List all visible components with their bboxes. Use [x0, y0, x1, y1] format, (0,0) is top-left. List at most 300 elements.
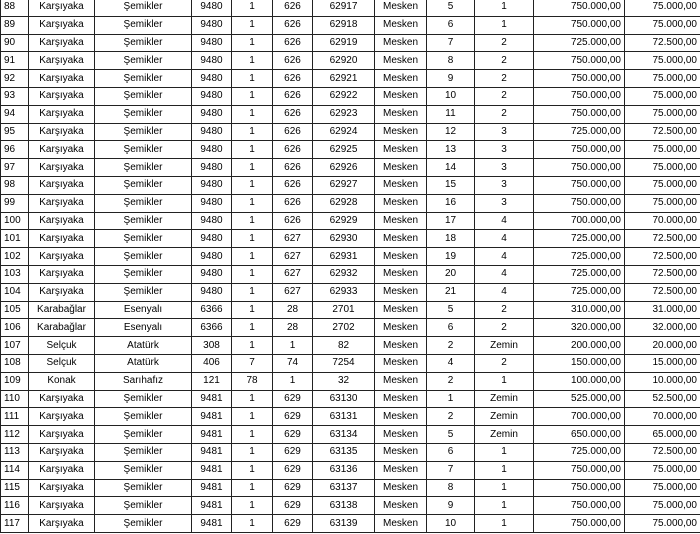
- floor-cell[interactable]: 8: [427, 479, 475, 497]
- parcel-cell[interactable]: 1: [232, 443, 273, 461]
- deposit-cell[interactable]: 31.000,00: [625, 301, 700, 319]
- apartment-cell[interactable]: 2: [475, 354, 534, 372]
- row-number-cell[interactable]: 108: [1, 354, 29, 372]
- district-cell[interactable]: Konak: [29, 372, 95, 390]
- neighborhood-cell[interactable]: Şemikler: [95, 16, 192, 34]
- unit-id-cell[interactable]: 62923: [313, 105, 375, 123]
- unit-id-cell[interactable]: 63130: [313, 390, 375, 408]
- sheet-cell[interactable]: 626: [273, 194, 313, 212]
- block-cell[interactable]: 308: [192, 337, 232, 355]
- price-cell[interactable]: 750.000,00: [534, 87, 625, 105]
- floor-cell[interactable]: 9: [427, 497, 475, 515]
- price-cell[interactable]: 750.000,00: [534, 497, 625, 515]
- row-number-cell[interactable]: 89: [1, 16, 29, 34]
- price-cell[interactable]: 750.000,00: [534, 176, 625, 194]
- deposit-cell[interactable]: 75.000,00: [625, 479, 700, 497]
- district-cell[interactable]: Karşıyaka: [29, 390, 95, 408]
- price-cell[interactable]: 750.000,00: [534, 70, 625, 88]
- neighborhood-cell[interactable]: Esenyalı: [95, 301, 192, 319]
- row-number-cell[interactable]: 95: [1, 123, 29, 141]
- type-cell[interactable]: Mesken: [375, 319, 427, 337]
- unit-id-cell[interactable]: 32: [313, 372, 375, 390]
- deposit-cell[interactable]: 52.500,00: [625, 390, 700, 408]
- unit-id-cell[interactable]: 7254: [313, 354, 375, 372]
- unit-id-cell[interactable]: 62918: [313, 16, 375, 34]
- type-cell[interactable]: Mesken: [375, 265, 427, 283]
- unit-id-cell[interactable]: 62919: [313, 34, 375, 52]
- neighborhood-cell[interactable]: Sarıhafız: [95, 372, 192, 390]
- row-number-cell[interactable]: 114: [1, 461, 29, 479]
- unit-id-cell[interactable]: 62929: [313, 212, 375, 230]
- sheet-cell[interactable]: 629: [273, 426, 313, 444]
- block-cell[interactable]: 9480: [192, 159, 232, 177]
- deposit-cell[interactable]: 70.000,00: [625, 408, 700, 426]
- deposit-cell[interactable]: 10.000,00: [625, 372, 700, 390]
- unit-id-cell[interactable]: 62917: [313, 0, 375, 16]
- unit-id-cell[interactable]: 2701: [313, 301, 375, 319]
- floor-cell[interactable]: 8: [427, 52, 475, 70]
- apartment-cell[interactable]: 3: [475, 159, 534, 177]
- unit-id-cell[interactable]: 63138: [313, 497, 375, 515]
- sheet-cell[interactable]: 1: [273, 337, 313, 355]
- type-cell[interactable]: Mesken: [375, 479, 427, 497]
- parcel-cell[interactable]: 1: [232, 337, 273, 355]
- row-number-cell[interactable]: 104: [1, 283, 29, 301]
- type-cell[interactable]: Mesken: [375, 283, 427, 301]
- parcel-cell[interactable]: 1: [232, 212, 273, 230]
- parcel-cell[interactable]: 1: [232, 265, 273, 283]
- floor-cell[interactable]: 6: [427, 443, 475, 461]
- apartment-cell[interactable]: 4: [475, 283, 534, 301]
- type-cell[interactable]: Mesken: [375, 159, 427, 177]
- row-number-cell[interactable]: 101: [1, 230, 29, 248]
- deposit-cell[interactable]: 72.500,00: [625, 248, 700, 266]
- neighborhood-cell[interactable]: Esenyalı: [95, 319, 192, 337]
- price-cell[interactable]: 700.000,00: [534, 408, 625, 426]
- floor-cell[interactable]: 5: [427, 426, 475, 444]
- unit-id-cell[interactable]: 62931: [313, 248, 375, 266]
- deposit-cell[interactable]: 75.000,00: [625, 159, 700, 177]
- row-number-cell[interactable]: 91: [1, 52, 29, 70]
- parcel-cell[interactable]: 1: [232, 52, 273, 70]
- parcel-cell[interactable]: 1: [232, 141, 273, 159]
- parcel-cell[interactable]: 1: [232, 283, 273, 301]
- type-cell[interactable]: Mesken: [375, 461, 427, 479]
- parcel-cell[interactable]: 1: [232, 230, 273, 248]
- price-cell[interactable]: 750.000,00: [534, 105, 625, 123]
- price-cell[interactable]: 750.000,00: [534, 515, 625, 533]
- type-cell[interactable]: Mesken: [375, 408, 427, 426]
- row-number-cell[interactable]: 93: [1, 87, 29, 105]
- floor-cell[interactable]: 6: [427, 319, 475, 337]
- neighborhood-cell[interactable]: Atatürk: [95, 337, 192, 355]
- apartment-cell[interactable]: 2: [475, 319, 534, 337]
- block-cell[interactable]: 6366: [192, 301, 232, 319]
- district-cell[interactable]: Karşıyaka: [29, 443, 95, 461]
- district-cell[interactable]: Karşıyaka: [29, 461, 95, 479]
- unit-id-cell[interactable]: 63131: [313, 408, 375, 426]
- floor-cell[interactable]: 7: [427, 34, 475, 52]
- row-number-cell[interactable]: 111: [1, 408, 29, 426]
- sheet-cell[interactable]: 629: [273, 461, 313, 479]
- block-cell[interactable]: 9480: [192, 0, 232, 16]
- type-cell[interactable]: Mesken: [375, 337, 427, 355]
- sheet-cell[interactable]: 626: [273, 87, 313, 105]
- floor-cell[interactable]: 10: [427, 515, 475, 533]
- apartment-cell[interactable]: Zemin: [475, 408, 534, 426]
- district-cell[interactable]: Karşıyaka: [29, 105, 95, 123]
- parcel-cell[interactable]: 78: [232, 372, 273, 390]
- parcel-cell[interactable]: 1: [232, 105, 273, 123]
- neighborhood-cell[interactable]: Şemikler: [95, 390, 192, 408]
- row-number-cell[interactable]: 88: [1, 0, 29, 16]
- price-cell[interactable]: 320.000,00: [534, 319, 625, 337]
- neighborhood-cell[interactable]: Şemikler: [95, 515, 192, 533]
- neighborhood-cell[interactable]: Şemikler: [95, 194, 192, 212]
- price-cell[interactable]: 750.000,00: [534, 16, 625, 34]
- apartment-cell[interactable]: 2: [475, 70, 534, 88]
- district-cell[interactable]: Karşıyaka: [29, 123, 95, 141]
- block-cell[interactable]: 9481: [192, 461, 232, 479]
- parcel-cell[interactable]: 1: [232, 194, 273, 212]
- neighborhood-cell[interactable]: Şemikler: [95, 443, 192, 461]
- district-cell[interactable]: Karşıyaka: [29, 87, 95, 105]
- block-cell[interactable]: 9480: [192, 70, 232, 88]
- deposit-cell[interactable]: 75.000,00: [625, 70, 700, 88]
- unit-id-cell[interactable]: 62928: [313, 194, 375, 212]
- block-cell[interactable]: 9480: [192, 52, 232, 70]
- district-cell[interactable]: Karşıyaka: [29, 70, 95, 88]
- type-cell[interactable]: Mesken: [375, 301, 427, 319]
- block-cell[interactable]: 9480: [192, 230, 232, 248]
- type-cell[interactable]: Mesken: [375, 390, 427, 408]
- district-cell[interactable]: Karşıyaka: [29, 194, 95, 212]
- type-cell[interactable]: Mesken: [375, 372, 427, 390]
- price-cell[interactable]: 200.000,00: [534, 337, 625, 355]
- block-cell[interactable]: 9481: [192, 408, 232, 426]
- price-cell[interactable]: 725.000,00: [534, 34, 625, 52]
- district-cell[interactable]: Karşıyaka: [29, 426, 95, 444]
- neighborhood-cell[interactable]: Şemikler: [95, 123, 192, 141]
- price-cell[interactable]: 725.000,00: [534, 123, 625, 141]
- floor-cell[interactable]: 5: [427, 301, 475, 319]
- row-number-cell[interactable]: 98: [1, 176, 29, 194]
- district-cell[interactable]: Karşıyaka: [29, 230, 95, 248]
- sheet-cell[interactable]: 626: [273, 70, 313, 88]
- price-cell[interactable]: 750.000,00: [534, 52, 625, 70]
- block-cell[interactable]: 9481: [192, 479, 232, 497]
- parcel-cell[interactable]: 1: [232, 87, 273, 105]
- parcel-cell[interactable]: 1: [232, 426, 273, 444]
- price-cell[interactable]: 750.000,00: [534, 0, 625, 16]
- unit-id-cell[interactable]: 62927: [313, 176, 375, 194]
- block-cell[interactable]: 9480: [192, 248, 232, 266]
- type-cell[interactable]: Mesken: [375, 515, 427, 533]
- row-number-cell[interactable]: 94: [1, 105, 29, 123]
- sheet-cell[interactable]: 626: [273, 16, 313, 34]
- unit-id-cell[interactable]: 62924: [313, 123, 375, 141]
- deposit-cell[interactable]: 20.000,00: [625, 337, 700, 355]
- row-number-cell[interactable]: 92: [1, 70, 29, 88]
- price-cell[interactable]: 750.000,00: [534, 159, 625, 177]
- apartment-cell[interactable]: 1: [475, 16, 534, 34]
- type-cell[interactable]: Mesken: [375, 16, 427, 34]
- block-cell[interactable]: 9480: [192, 283, 232, 301]
- sheet-cell[interactable]: 627: [273, 248, 313, 266]
- price-cell[interactable]: 750.000,00: [534, 461, 625, 479]
- deposit-cell[interactable]: 15.000,00: [625, 354, 700, 372]
- deposit-cell[interactable]: 75.000,00: [625, 461, 700, 479]
- deposit-cell[interactable]: 75.000,00: [625, 105, 700, 123]
- floor-cell[interactable]: 17: [427, 212, 475, 230]
- block-cell[interactable]: 9480: [192, 141, 232, 159]
- neighborhood-cell[interactable]: Şemikler: [95, 34, 192, 52]
- unit-id-cell[interactable]: 63137: [313, 479, 375, 497]
- price-cell[interactable]: 150.000,00: [534, 354, 625, 372]
- floor-cell[interactable]: 2: [427, 372, 475, 390]
- parcel-cell[interactable]: 1: [232, 34, 273, 52]
- apartment-cell[interactable]: 3: [475, 176, 534, 194]
- block-cell[interactable]: 406: [192, 354, 232, 372]
- row-number-cell[interactable]: 116: [1, 497, 29, 515]
- block-cell[interactable]: 9481: [192, 497, 232, 515]
- deposit-cell[interactable]: 75.000,00: [625, 87, 700, 105]
- row-number-cell[interactable]: 110: [1, 390, 29, 408]
- apartment-cell[interactable]: Zemin: [475, 390, 534, 408]
- unit-id-cell[interactable]: 63139: [313, 515, 375, 533]
- price-cell[interactable]: 650.000,00: [534, 426, 625, 444]
- deposit-cell[interactable]: 75.000,00: [625, 497, 700, 515]
- unit-id-cell[interactable]: 62932: [313, 265, 375, 283]
- neighborhood-cell[interactable]: Şemikler: [95, 212, 192, 230]
- sheet-cell[interactable]: 626: [273, 159, 313, 177]
- type-cell[interactable]: Mesken: [375, 230, 427, 248]
- floor-cell[interactable]: 20: [427, 265, 475, 283]
- floor-cell[interactable]: 4: [427, 354, 475, 372]
- block-cell[interactable]: 9480: [192, 34, 232, 52]
- neighborhood-cell[interactable]: Şemikler: [95, 87, 192, 105]
- parcel-cell[interactable]: 1: [232, 461, 273, 479]
- unit-id-cell[interactable]: 63135: [313, 443, 375, 461]
- block-cell[interactable]: 9480: [192, 265, 232, 283]
- apartment-cell[interactable]: 1: [475, 497, 534, 515]
- unit-id-cell[interactable]: 62921: [313, 70, 375, 88]
- type-cell[interactable]: Mesken: [375, 87, 427, 105]
- floor-cell[interactable]: 21: [427, 283, 475, 301]
- sheet-cell[interactable]: 28: [273, 301, 313, 319]
- type-cell[interactable]: Mesken: [375, 354, 427, 372]
- row-number-cell[interactable]: 97: [1, 159, 29, 177]
- neighborhood-cell[interactable]: Şemikler: [95, 230, 192, 248]
- sheet-cell[interactable]: 629: [273, 479, 313, 497]
- unit-id-cell[interactable]: 62930: [313, 230, 375, 248]
- apartment-cell[interactable]: 4: [475, 230, 534, 248]
- row-number-cell[interactable]: 113: [1, 443, 29, 461]
- district-cell[interactable]: Karşıyaka: [29, 283, 95, 301]
- floor-cell[interactable]: 5: [427, 0, 475, 16]
- district-cell[interactable]: Karşıyaka: [29, 515, 95, 533]
- district-cell[interactable]: Karşıyaka: [29, 159, 95, 177]
- deposit-cell[interactable]: 72.500,00: [625, 283, 700, 301]
- neighborhood-cell[interactable]: Şemikler: [95, 141, 192, 159]
- row-number-cell[interactable]: 102: [1, 248, 29, 266]
- district-cell[interactable]: Karşıyaka: [29, 16, 95, 34]
- block-cell[interactable]: 9481: [192, 426, 232, 444]
- parcel-cell[interactable]: 1: [232, 515, 273, 533]
- row-number-cell[interactable]: 99: [1, 194, 29, 212]
- block-cell[interactable]: 9480: [192, 212, 232, 230]
- district-cell[interactable]: Karşıyaka: [29, 0, 95, 16]
- sheet-cell[interactable]: 626: [273, 34, 313, 52]
- sheet-cell[interactable]: 74: [273, 354, 313, 372]
- apartment-cell[interactable]: 4: [475, 248, 534, 266]
- sheet-cell[interactable]: 629: [273, 390, 313, 408]
- row-number-cell[interactable]: 90: [1, 34, 29, 52]
- apartment-cell[interactable]: 3: [475, 123, 534, 141]
- sheet-cell[interactable]: 629: [273, 443, 313, 461]
- district-cell[interactable]: Karşıyaka: [29, 176, 95, 194]
- unit-id-cell[interactable]: 82: [313, 337, 375, 355]
- district-cell[interactable]: Karşıyaka: [29, 248, 95, 266]
- sheet-cell[interactable]: 629: [273, 515, 313, 533]
- type-cell[interactable]: Mesken: [375, 70, 427, 88]
- block-cell[interactable]: 9480: [192, 176, 232, 194]
- type-cell[interactable]: Mesken: [375, 194, 427, 212]
- apartment-cell[interactable]: 3: [475, 141, 534, 159]
- deposit-cell[interactable]: 72.500,00: [625, 34, 700, 52]
- parcel-cell[interactable]: 1: [232, 248, 273, 266]
- parcel-cell[interactable]: 1: [232, 159, 273, 177]
- price-cell[interactable]: 725.000,00: [534, 248, 625, 266]
- price-cell[interactable]: 700.000,00: [534, 212, 625, 230]
- sheet-cell[interactable]: 626: [273, 176, 313, 194]
- unit-id-cell[interactable]: 62933: [313, 283, 375, 301]
- price-cell[interactable]: 310.000,00: [534, 301, 625, 319]
- sheet-cell[interactable]: 629: [273, 497, 313, 515]
- block-cell[interactable]: 9480: [192, 123, 232, 141]
- neighborhood-cell[interactable]: Şemikler: [95, 0, 192, 16]
- parcel-cell[interactable]: 7: [232, 354, 273, 372]
- type-cell[interactable]: Mesken: [375, 105, 427, 123]
- deposit-cell[interactable]: 75.000,00: [625, 176, 700, 194]
- block-cell[interactable]: 9480: [192, 105, 232, 123]
- row-number-cell[interactable]: 105: [1, 301, 29, 319]
- deposit-cell[interactable]: 72.500,00: [625, 265, 700, 283]
- type-cell[interactable]: Mesken: [375, 212, 427, 230]
- floor-cell[interactable]: 16: [427, 194, 475, 212]
- floor-cell[interactable]: 15: [427, 176, 475, 194]
- block-cell[interactable]: 9481: [192, 443, 232, 461]
- sheet-cell[interactable]: 626: [273, 0, 313, 16]
- sheet-cell[interactable]: 629: [273, 408, 313, 426]
- neighborhood-cell[interactable]: Şemikler: [95, 265, 192, 283]
- apartment-cell[interactable]: Zemin: [475, 337, 534, 355]
- district-cell[interactable]: Selçuk: [29, 337, 95, 355]
- neighborhood-cell[interactable]: Şemikler: [95, 497, 192, 515]
- price-cell[interactable]: 525.000,00: [534, 390, 625, 408]
- district-cell[interactable]: Karabağlar: [29, 319, 95, 337]
- row-number-cell[interactable]: 109: [1, 372, 29, 390]
- apartment-cell[interactable]: 4: [475, 212, 534, 230]
- district-cell[interactable]: Karşıyaka: [29, 497, 95, 515]
- floor-cell[interactable]: 7: [427, 461, 475, 479]
- floor-cell[interactable]: 1: [427, 390, 475, 408]
- neighborhood-cell[interactable]: Şemikler: [95, 479, 192, 497]
- neighborhood-cell[interactable]: Şemikler: [95, 105, 192, 123]
- floor-cell[interactable]: 19: [427, 248, 475, 266]
- neighborhood-cell[interactable]: Şemikler: [95, 461, 192, 479]
- floor-cell[interactable]: 12: [427, 123, 475, 141]
- district-cell[interactable]: Karşıyaka: [29, 265, 95, 283]
- district-cell[interactable]: Karşıyaka: [29, 141, 95, 159]
- deposit-cell[interactable]: 70.000,00: [625, 212, 700, 230]
- type-cell[interactable]: Mesken: [375, 0, 427, 16]
- neighborhood-cell[interactable]: Şemikler: [95, 426, 192, 444]
- apartment-cell[interactable]: 1: [475, 461, 534, 479]
- district-cell[interactable]: Karabağlar: [29, 301, 95, 319]
- district-cell[interactable]: Karşıyaka: [29, 34, 95, 52]
- parcel-cell[interactable]: 1: [232, 479, 273, 497]
- row-number-cell[interactable]: 117: [1, 515, 29, 533]
- parcel-cell[interactable]: 1: [232, 70, 273, 88]
- apartment-cell[interactable]: 1: [475, 0, 534, 16]
- deposit-cell[interactable]: 72.500,00: [625, 443, 700, 461]
- deposit-cell[interactable]: 72.500,00: [625, 230, 700, 248]
- block-cell[interactable]: 6366: [192, 319, 232, 337]
- type-cell[interactable]: Mesken: [375, 176, 427, 194]
- price-cell[interactable]: 100.000,00: [534, 372, 625, 390]
- floor-cell[interactable]: 2: [427, 408, 475, 426]
- district-cell[interactable]: Karşıyaka: [29, 212, 95, 230]
- apartment-cell[interactable]: 2: [475, 105, 534, 123]
- block-cell[interactable]: 9480: [192, 194, 232, 212]
- deposit-cell[interactable]: 32.000,00: [625, 319, 700, 337]
- deposit-cell[interactable]: 75.000,00: [625, 141, 700, 159]
- neighborhood-cell[interactable]: Şemikler: [95, 159, 192, 177]
- parcel-cell[interactable]: 1: [232, 0, 273, 16]
- row-number-cell[interactable]: 107: [1, 337, 29, 355]
- sheet-cell[interactable]: 627: [273, 283, 313, 301]
- type-cell[interactable]: Mesken: [375, 123, 427, 141]
- unit-id-cell[interactable]: 63136: [313, 461, 375, 479]
- neighborhood-cell[interactable]: Şemikler: [95, 176, 192, 194]
- floor-cell[interactable]: 11: [427, 105, 475, 123]
- apartment-cell[interactable]: 2: [475, 87, 534, 105]
- parcel-cell[interactable]: 1: [232, 390, 273, 408]
- floor-cell[interactable]: 10: [427, 87, 475, 105]
- deposit-cell[interactable]: 75.000,00: [625, 0, 700, 16]
- parcel-cell[interactable]: 1: [232, 408, 273, 426]
- neighborhood-cell[interactable]: Atatürk: [95, 354, 192, 372]
- deposit-cell[interactable]: 65.000,00: [625, 426, 700, 444]
- type-cell[interactable]: Mesken: [375, 248, 427, 266]
- deposit-cell[interactable]: 75.000,00: [625, 52, 700, 70]
- type-cell[interactable]: Mesken: [375, 52, 427, 70]
- district-cell[interactable]: Selçuk: [29, 354, 95, 372]
- unit-id-cell[interactable]: 2702: [313, 319, 375, 337]
- block-cell[interactable]: 9480: [192, 16, 232, 34]
- block-cell[interactable]: 9481: [192, 515, 232, 533]
- apartment-cell[interactable]: 2: [475, 301, 534, 319]
- apartment-cell[interactable]: 1: [475, 479, 534, 497]
- parcel-cell[interactable]: 1: [232, 497, 273, 515]
- unit-id-cell[interactable]: 62920: [313, 52, 375, 70]
- price-cell[interactable]: 750.000,00: [534, 194, 625, 212]
- sheet-cell[interactable]: 626: [273, 105, 313, 123]
- apartment-cell[interactable]: 1: [475, 372, 534, 390]
- price-cell[interactable]: 725.000,00: [534, 283, 625, 301]
- row-number-cell[interactable]: 96: [1, 141, 29, 159]
